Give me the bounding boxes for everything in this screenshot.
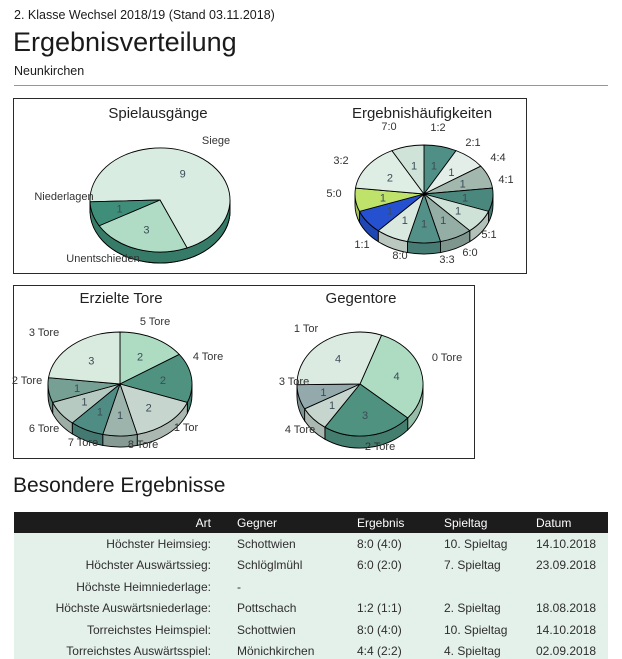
- table-cell: Torreichstes Heimspiel:: [14, 619, 224, 641]
- table-row: [14, 641, 608, 659]
- slice-label: 3 Tore: [28, 327, 60, 339]
- slice-value: 1: [401, 215, 408, 228]
- table-cell: 2. Spieltag: [431, 598, 523, 620]
- column-header: Gegner: [224, 512, 344, 533]
- table-cell: Höchster Auswärtssieg:: [14, 555, 224, 577]
- slice-value: 1: [455, 205, 462, 218]
- slice-value: 1: [116, 410, 124, 423]
- slice-value: 3: [143, 224, 150, 237]
- slice-value: 2: [386, 172, 393, 185]
- slice-label: 2 Tore: [11, 375, 43, 387]
- chart-title: Spielausgänge: [108, 105, 208, 122]
- table-cell: Höchste Heimniederlage:: [14, 576, 224, 598]
- pie-slice: [49, 332, 120, 384]
- slice-value: 1: [74, 382, 81, 395]
- slice-label: 2 Tore: [364, 441, 396, 453]
- league-header: 2. Klasse Wechsel 2018/19 (Stand 03.11.2018): [14, 8, 275, 22]
- table-cell: Höchste Auswärtsniederlage:: [14, 598, 224, 620]
- table-cell: Torreichstes Auswärtsspiel:: [14, 641, 224, 659]
- chart-title: Erzielte Tore: [79, 290, 163, 307]
- pie-chart-2: [326, 105, 513, 266]
- slice-label: Niederlagen: [34, 191, 94, 203]
- table-row: [14, 533, 608, 555]
- slice-value: 4: [393, 371, 400, 384]
- table-cell: 10. Spieltag: [431, 619, 523, 641]
- table-cell: 14.10.2018: [523, 619, 608, 641]
- slice-value: 1: [420, 218, 428, 231]
- table-cell: 8:0 (4:0): [344, 619, 431, 641]
- table-row: [14, 619, 608, 641]
- slice-value: 1: [411, 160, 418, 173]
- table-cell: 02.09.2018: [523, 641, 608, 659]
- results-table: [14, 512, 608, 659]
- table-row: [14, 576, 608, 598]
- chart-title: Ergebnishäufigkeiten: [351, 105, 493, 122]
- slice-value: 1: [96, 406, 103, 419]
- column-header: Spieltag: [431, 512, 523, 533]
- table-cell: 4:4 (2:2): [344, 641, 431, 659]
- table-cell: [344, 576, 431, 598]
- pie-chart-1: [34, 105, 230, 265]
- slice-label: 1 Tor: [293, 323, 319, 335]
- slice-value: 1: [430, 160, 437, 173]
- slice-label: 3:2: [333, 155, 349, 167]
- slice-label: 4:4: [490, 152, 506, 164]
- slice-label: 6 Tore: [28, 423, 60, 435]
- column-header: Ergebnis: [344, 512, 431, 533]
- slice-value: 1: [440, 215, 447, 228]
- table-cell: 10. Spieltag: [431, 533, 523, 555]
- slice-value: 1: [320, 386, 327, 399]
- slice-value: 1: [116, 203, 123, 216]
- slice-value: 1: [379, 192, 386, 205]
- table-row: [14, 598, 608, 620]
- slice-label: 7:0: [381, 121, 397, 133]
- table-cell: 23.09.2018: [523, 555, 608, 577]
- slice-label: 1 Tor: [173, 422, 199, 434]
- slice-value: 1: [448, 166, 455, 179]
- pie-chart-3: [12, 290, 223, 451]
- table-cell: Schottwien: [224, 533, 344, 555]
- column-header: Datum: [523, 512, 608, 533]
- slice-label: 4 Tore: [284, 424, 316, 436]
- slice-label: 5 Tore: [139, 316, 171, 328]
- table-cell: 8:0 (4:0): [344, 533, 431, 555]
- table-cell: 14.10.2018: [523, 533, 608, 555]
- slice-label: 3:3: [439, 254, 455, 266]
- table-cell: 6:0 (2:0): [344, 555, 431, 577]
- section-title: Besondere Ergebnisse: [13, 474, 226, 497]
- slice-label: 8:0: [392, 250, 408, 262]
- slice-label: Unentschieden: [66, 253, 140, 265]
- table-cell: 4. Spieltag: [431, 641, 523, 659]
- table-cell: 1:2 (1:1): [344, 598, 431, 620]
- table-cell: Höchster Heimsieg:: [14, 533, 224, 555]
- slice-value: 1: [328, 400, 336, 413]
- table-cell: 7. Spieltag: [431, 555, 523, 577]
- slice-value: 1: [386, 205, 393, 218]
- slice-value: 9: [179, 168, 186, 181]
- slice-label: 7 Tore: [67, 437, 99, 449]
- table-cell: Schottwien: [224, 619, 344, 641]
- slice-value: 4: [335, 353, 342, 366]
- table-cell: 18.08.2018: [523, 598, 608, 620]
- slice-label: 1:1: [354, 239, 370, 251]
- table-row: [14, 555, 608, 577]
- table-header-row: [14, 512, 608, 533]
- team-subtitle: Neunkirchen: [14, 64, 85, 78]
- pie-chart-4: [279, 290, 462, 453]
- slice-label: 4 Tore: [192, 351, 224, 363]
- slice-label: 6:0: [462, 247, 478, 259]
- slice-value: 3: [361, 409, 369, 422]
- slice-value: 2: [159, 375, 166, 388]
- slice-label: 1:2: [430, 122, 446, 134]
- slice-label: 8 Tore: [127, 439, 159, 451]
- slice-label: Siege: [201, 135, 231, 147]
- slice-label: 0 Tore: [431, 352, 463, 364]
- slice-label: 5:0: [326, 188, 342, 200]
- page-title: Ergebnisverteilung: [13, 27, 237, 57]
- chart-title: Gegentore: [325, 290, 397, 307]
- table-cell: [431, 576, 523, 598]
- slice-label: 4:1: [498, 174, 514, 186]
- slice-label: 3 Tore: [278, 376, 310, 388]
- slice-value: 1: [462, 192, 469, 205]
- slice-value: 2: [145, 402, 152, 415]
- column-header: Art: [14, 512, 224, 533]
- slice-value: 1: [459, 178, 466, 191]
- slice-value: 1: [81, 396, 88, 409]
- slice-label: 2:1: [465, 137, 481, 149]
- slice-label: 5:1: [481, 229, 497, 241]
- slice-value: 3: [88, 355, 95, 368]
- table-cell: Schlöglmühl: [224, 555, 344, 577]
- table-cell: [523, 576, 608, 598]
- table-cell: Pottschach: [224, 598, 344, 620]
- slice-value: 2: [137, 351, 144, 364]
- table-cell: Mönichkirchen: [224, 641, 344, 659]
- table-cell: -: [224, 576, 344, 598]
